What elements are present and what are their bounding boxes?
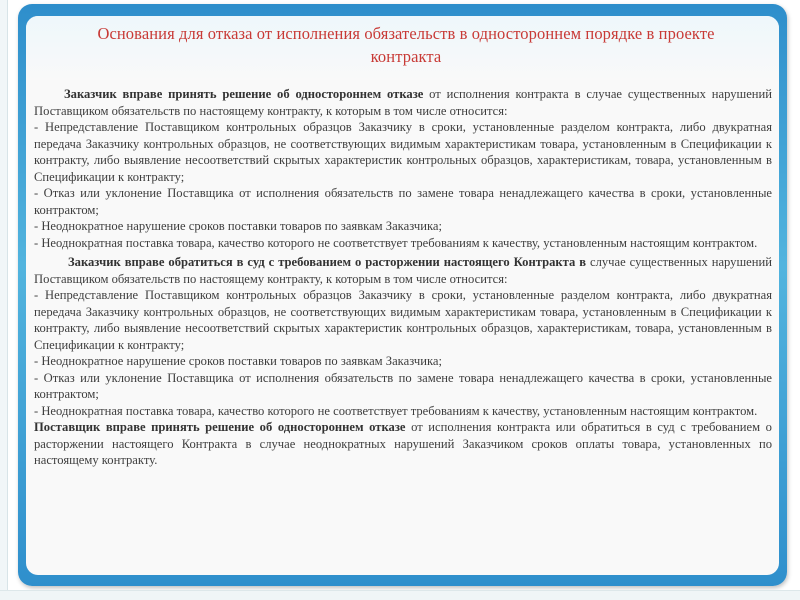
section2-item: - Отказ или уклонение Поставщика от исполнения обязательств по замене товара ненадлежащего качества в сроки, установленные контрактом;	[34, 370, 772, 401]
section1-item: - Неоднократное нарушение сроков поставки товаров по заявкам Заказчика;	[34, 219, 443, 233]
slide-content-area	[26, 16, 779, 575]
slide-title: Основания для отказа от исполнения обязательств в одностороннем порядке в проекте контракта	[97, 24, 715, 66]
section1-lead	[34, 86, 772, 119]
section3-lead-bold: Поставщик вправе принять решение об одностороннем отказе	[34, 420, 406, 434]
section1-item: - Неоднократная поставка товара, качество которого не соответствует требованиям к качеству, установленным настоящим контрактом.	[34, 235, 758, 250]
section1-lead-text: от исполнения контракта в случае существенных нарушений Поставщиком обязательств по настоящему контракту, к которым в том числе относится:	[34, 87, 773, 118]
section2-lead-bold: Заказчик вправе обратиться в суд с требованием о расторжении настоящего Контракта в	[68, 255, 587, 269]
section2-lead-text: случае существенных нарушений Поставщиком обязательств по настоящему контракту, к которым в том числе относится:	[34, 255, 772, 286]
section2-item: - Неоднократная поставка товара, качество которого не соответствует требованиям к качеству, установленным настоящим контрактом.	[34, 403, 758, 418]
section1-item: - Непредставление Поставщиком контрольных образцов Заказчику в сроки, установленные разделом контракта, либо двукратная передача Заказчику контрольных образцов, не соответствующих видимым характеристикам товара, установленным в Спецификации к контракту, либо выявление несоответствий скрытых характеристик контрольных образцов, характеристикам, товара, установленным в Спецификации к контракту;	[34, 120, 772, 184]
section3-lead-text: от исполнения контракта или обратиться в суд с требованием о расторжении настоящего Контракта в случае неоднократных нарушений Заказчиком сроков оплаты товара, установленных по настоящему контракту.	[34, 420, 772, 467]
bottom-strip	[0, 590, 800, 600]
section3-paragraph	[34, 419, 772, 469]
section2-item: - Неоднократное нарушение сроков поставки товаров по заявкам Заказчика;	[34, 354, 443, 368]
slide-body	[34, 86, 772, 469]
section1-item: - Отказ или уклонение Поставщика от исполнения обязательств по замене товара ненадлежащего качества в сроки, установленные контрактом;	[34, 186, 772, 217]
slide-frame	[18, 4, 787, 586]
section1-lead-bold: Заказчик вправе принять решение об одностороннем отказе	[64, 87, 424, 101]
section2-lead	[34, 254, 772, 287]
section2-item: - Непредставление Поставщиком контрольных образцов Заказчику в сроки, установленные разделом контракта, либо двукратная передача Заказчику контрольных образцов, не соответствующих видимым характеристикам товара, установленным в Спецификации к контракту, либо выявление несоответствий скрытых характеристик контрольных образцов, характеристикам, товара, установленным в Спецификации к контракту;	[34, 288, 772, 352]
left-sidebar-strip	[0, 0, 8, 600]
